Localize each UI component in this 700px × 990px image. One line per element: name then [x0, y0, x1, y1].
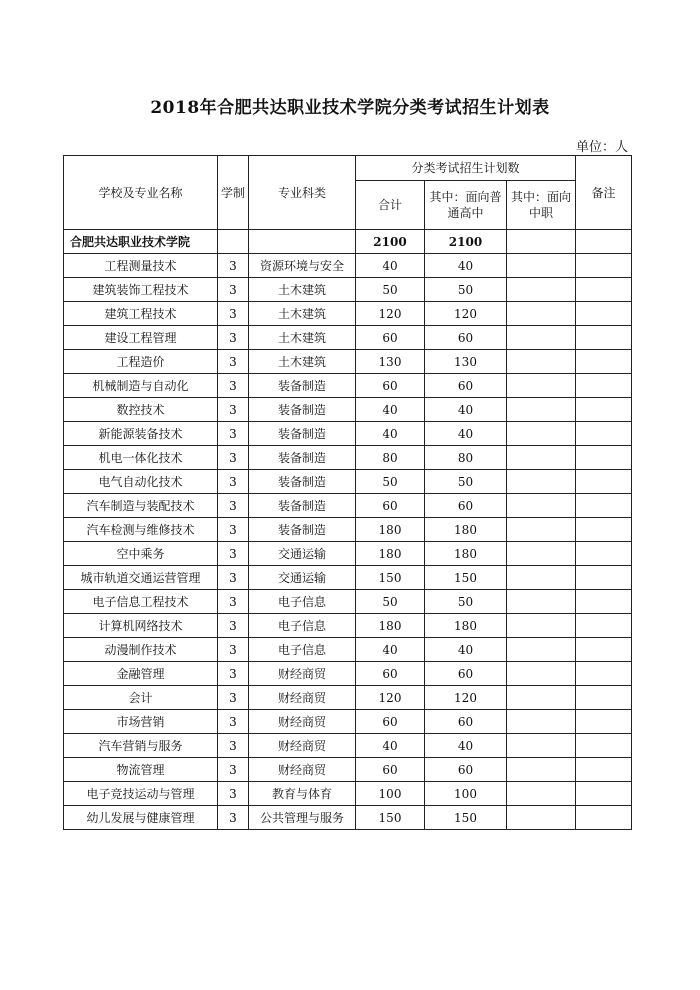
- table-row: [64, 638, 632, 662]
- major-vocational: [507, 254, 576, 278]
- table-row: [64, 566, 632, 590]
- major-general-high: 60: [425, 758, 507, 782]
- major-remarks: [576, 782, 632, 806]
- major-category: 电子信息: [249, 638, 356, 662]
- school-name: 合肥共达职业技术学院: [64, 230, 218, 254]
- major-name: 市场营销: [64, 710, 218, 734]
- major-category: 装备制造: [249, 374, 356, 398]
- table-row: [64, 254, 632, 278]
- major-general-high: 40: [425, 254, 507, 278]
- major-years: 3: [218, 254, 249, 278]
- major-vocational: [507, 470, 576, 494]
- major-general-high: 60: [425, 494, 507, 518]
- school-vocational: [507, 230, 576, 254]
- school-remarks: [576, 230, 632, 254]
- major-name: 工程测量技术: [64, 254, 218, 278]
- major-total: 180: [356, 542, 425, 566]
- major-vocational: [507, 518, 576, 542]
- major-vocational: [507, 326, 576, 350]
- table-row: [64, 590, 632, 614]
- major-general-high: 40: [425, 638, 507, 662]
- major-vocational: [507, 398, 576, 422]
- enrollment-plan-table: [63, 155, 632, 830]
- major-total: 50: [356, 470, 425, 494]
- major-general-high: 50: [425, 590, 507, 614]
- major-remarks: [576, 758, 632, 782]
- major-general-high: 40: [425, 398, 507, 422]
- major-years: 3: [218, 686, 249, 710]
- table-row: [64, 326, 632, 350]
- major-general-high: 150: [425, 806, 507, 830]
- major-remarks: [576, 710, 632, 734]
- major-remarks: [576, 350, 632, 374]
- header-school-major-name: 学校及专业名称: [64, 156, 218, 230]
- table-row: [64, 542, 632, 566]
- major-general-high: 120: [425, 686, 507, 710]
- major-years: 3: [218, 374, 249, 398]
- major-name: 建筑工程技术: [64, 302, 218, 326]
- major-total: 60: [356, 758, 425, 782]
- major-remarks: [576, 326, 632, 350]
- school-years: [218, 230, 249, 254]
- major-remarks: [576, 638, 632, 662]
- major-years: 3: [218, 734, 249, 758]
- major-vocational: [507, 278, 576, 302]
- major-name: 机械制造与自动化: [64, 374, 218, 398]
- major-remarks: [576, 686, 632, 710]
- major-general-high: 180: [425, 518, 507, 542]
- major-name: 幼儿发展与健康管理: [64, 806, 218, 830]
- major-category: 财经商贸: [249, 686, 356, 710]
- table-row: [64, 686, 632, 710]
- major-total: 100: [356, 782, 425, 806]
- major-remarks: [576, 662, 632, 686]
- major-total: 120: [356, 302, 425, 326]
- major-remarks: [576, 614, 632, 638]
- major-general-high: 50: [425, 470, 507, 494]
- major-remarks: [576, 398, 632, 422]
- major-general-high: 100: [425, 782, 507, 806]
- table-row: [64, 278, 632, 302]
- major-years: 3: [218, 542, 249, 566]
- major-general-high: 180: [425, 614, 507, 638]
- table-row: [64, 782, 632, 806]
- major-category: 装备制造: [249, 470, 356, 494]
- major-remarks: [576, 254, 632, 278]
- school-category: [249, 230, 356, 254]
- major-vocational: [507, 758, 576, 782]
- table-row: [64, 302, 632, 326]
- major-years: 3: [218, 422, 249, 446]
- header-plan-group: 分类考试招生计划数: [356, 156, 576, 181]
- major-total: 80: [356, 446, 425, 470]
- major-remarks: [576, 590, 632, 614]
- major-category: 财经商贸: [249, 758, 356, 782]
- major-remarks: [576, 566, 632, 590]
- major-total: 50: [356, 590, 425, 614]
- table-row: [64, 806, 632, 830]
- major-general-high: 50: [425, 278, 507, 302]
- major-vocational: [507, 662, 576, 686]
- major-general-high: 150: [425, 566, 507, 590]
- major-category: 公共管理与服务: [249, 806, 356, 830]
- major-general-high: 80: [425, 446, 507, 470]
- major-remarks: [576, 518, 632, 542]
- major-general-high: 180: [425, 542, 507, 566]
- major-years: 3: [218, 398, 249, 422]
- major-general-high: 60: [425, 374, 507, 398]
- major-vocational: [507, 806, 576, 830]
- major-total: 60: [356, 374, 425, 398]
- major-total: 40: [356, 398, 425, 422]
- major-total: 180: [356, 614, 425, 638]
- major-remarks: [576, 302, 632, 326]
- major-category: 财经商贸: [249, 710, 356, 734]
- major-name: 电气自动化技术: [64, 470, 218, 494]
- table-row: [64, 470, 632, 494]
- table-row: [64, 494, 632, 518]
- major-name: 电子信息工程技术: [64, 590, 218, 614]
- school-total: 2100: [356, 230, 425, 254]
- major-name: 新能源装备技术: [64, 422, 218, 446]
- major-vocational: [507, 446, 576, 470]
- major-name: 物流管理: [64, 758, 218, 782]
- major-years: 3: [218, 638, 249, 662]
- header-vocational: 其中：面向中职: [507, 181, 576, 230]
- major-years: 3: [218, 326, 249, 350]
- table-row: [64, 398, 632, 422]
- major-total: 150: [356, 566, 425, 590]
- header-remarks: 备注: [576, 156, 632, 230]
- major-years: 3: [218, 590, 249, 614]
- major-vocational: [507, 494, 576, 518]
- major-name: 建筑装饰工程技术: [64, 278, 218, 302]
- major-name: 数控技术: [64, 398, 218, 422]
- table-row: [64, 518, 632, 542]
- table-header-row: [64, 156, 632, 181]
- major-vocational: [507, 374, 576, 398]
- major-vocational: [507, 542, 576, 566]
- major-vocational: [507, 350, 576, 374]
- major-general-high: 60: [425, 662, 507, 686]
- major-total: 40: [356, 254, 425, 278]
- major-years: 3: [218, 782, 249, 806]
- major-vocational: [507, 686, 576, 710]
- major-total: 180: [356, 518, 425, 542]
- major-category: 装备制造: [249, 398, 356, 422]
- major-vocational: [507, 710, 576, 734]
- major-years: 3: [218, 278, 249, 302]
- major-years: 3: [218, 302, 249, 326]
- table-row: [64, 446, 632, 470]
- major-category: 土木建筑: [249, 278, 356, 302]
- major-name: 会计: [64, 686, 218, 710]
- major-years: 3: [218, 494, 249, 518]
- major-years: 3: [218, 662, 249, 686]
- major-category: 电子信息: [249, 590, 356, 614]
- major-vocational: [507, 302, 576, 326]
- major-category: 财经商贸: [249, 662, 356, 686]
- major-category: 电子信息: [249, 614, 356, 638]
- major-name: 动漫制作技术: [64, 638, 218, 662]
- major-total: 40: [356, 422, 425, 446]
- major-name: 金融管理: [64, 662, 218, 686]
- major-category: 装备制造: [249, 518, 356, 542]
- major-total: 130: [356, 350, 425, 374]
- major-vocational: [507, 734, 576, 758]
- major-vocational: [507, 422, 576, 446]
- major-name: 建设工程管理: [64, 326, 218, 350]
- major-vocational: [507, 590, 576, 614]
- table-row: [64, 422, 632, 446]
- major-remarks: [576, 494, 632, 518]
- major-remarks: [576, 470, 632, 494]
- major-name: 工程造价: [64, 350, 218, 374]
- major-name: 汽车营销与服务: [64, 734, 218, 758]
- table-row: [64, 614, 632, 638]
- major-years: 3: [218, 518, 249, 542]
- major-name: 电子竞技运动与管理: [64, 782, 218, 806]
- major-total: 150: [356, 806, 425, 830]
- document-title: 2018年合肥共达职业技术学院分类考试招生计划表: [150, 98, 550, 118]
- major-remarks: [576, 278, 632, 302]
- table-row: [64, 350, 632, 374]
- major-remarks: [576, 734, 632, 758]
- major-category: 土木建筑: [249, 326, 356, 350]
- major-years: 3: [218, 710, 249, 734]
- major-name: 汽车制造与装配技术: [64, 494, 218, 518]
- major-remarks: [576, 806, 632, 830]
- school-general-high: 2100: [425, 230, 507, 254]
- table-body: [64, 230, 632, 830]
- major-category: 装备制造: [249, 446, 356, 470]
- header-category: 专业科类: [249, 156, 356, 230]
- major-remarks: [576, 374, 632, 398]
- table-row: [64, 374, 632, 398]
- major-general-high: 40: [425, 734, 507, 758]
- table-row: [64, 710, 632, 734]
- major-years: 3: [218, 470, 249, 494]
- header-total: 合计: [356, 181, 425, 230]
- major-total: 60: [356, 662, 425, 686]
- major-general-high: 40: [425, 422, 507, 446]
- major-total: 50: [356, 278, 425, 302]
- major-total: 40: [356, 638, 425, 662]
- major-years: 3: [218, 446, 249, 470]
- major-category: 交通运输: [249, 566, 356, 590]
- major-category: 土木建筑: [249, 302, 356, 326]
- major-years: 3: [218, 614, 249, 638]
- major-years: 3: [218, 350, 249, 374]
- major-category: 装备制造: [249, 494, 356, 518]
- header-general-high: 其中：面向普通高中: [425, 181, 507, 230]
- major-total: 60: [356, 326, 425, 350]
- school-summary-row: [64, 230, 632, 254]
- major-category: 装备制造: [249, 422, 356, 446]
- table-row: [64, 662, 632, 686]
- major-vocational: [507, 782, 576, 806]
- major-category: 财经商贸: [249, 734, 356, 758]
- major-years: 3: [218, 758, 249, 782]
- major-name: 城市轨道交通运营管理: [64, 566, 218, 590]
- major-total: 120: [356, 686, 425, 710]
- major-category: 交通运输: [249, 542, 356, 566]
- unit-label: 单位：人: [575, 140, 628, 155]
- header-years: 学制: [218, 156, 249, 230]
- major-name: 机电一体化技术: [64, 446, 218, 470]
- table-row: [64, 758, 632, 782]
- major-general-high: 60: [425, 710, 507, 734]
- major-vocational: [507, 614, 576, 638]
- major-general-high: 130: [425, 350, 507, 374]
- major-remarks: [576, 422, 632, 446]
- major-total: 60: [356, 494, 425, 518]
- major-category: 土木建筑: [249, 350, 356, 374]
- major-years: 3: [218, 806, 249, 830]
- major-category: 教育与体育: [249, 782, 356, 806]
- major-vocational: [507, 566, 576, 590]
- major-years: 3: [218, 566, 249, 590]
- major-name: 汽车检测与维修技术: [64, 518, 218, 542]
- major-name: 空中乘务: [64, 542, 218, 566]
- major-remarks: [576, 446, 632, 470]
- major-total: 40: [356, 734, 425, 758]
- table-row: [64, 734, 632, 758]
- major-total: 60: [356, 710, 425, 734]
- major-general-high: 60: [425, 326, 507, 350]
- major-vocational: [507, 638, 576, 662]
- major-category: 资源环境与安全: [249, 254, 356, 278]
- major-general-high: 120: [425, 302, 507, 326]
- major-name: 计算机网络技术: [64, 614, 218, 638]
- major-remarks: [576, 542, 632, 566]
